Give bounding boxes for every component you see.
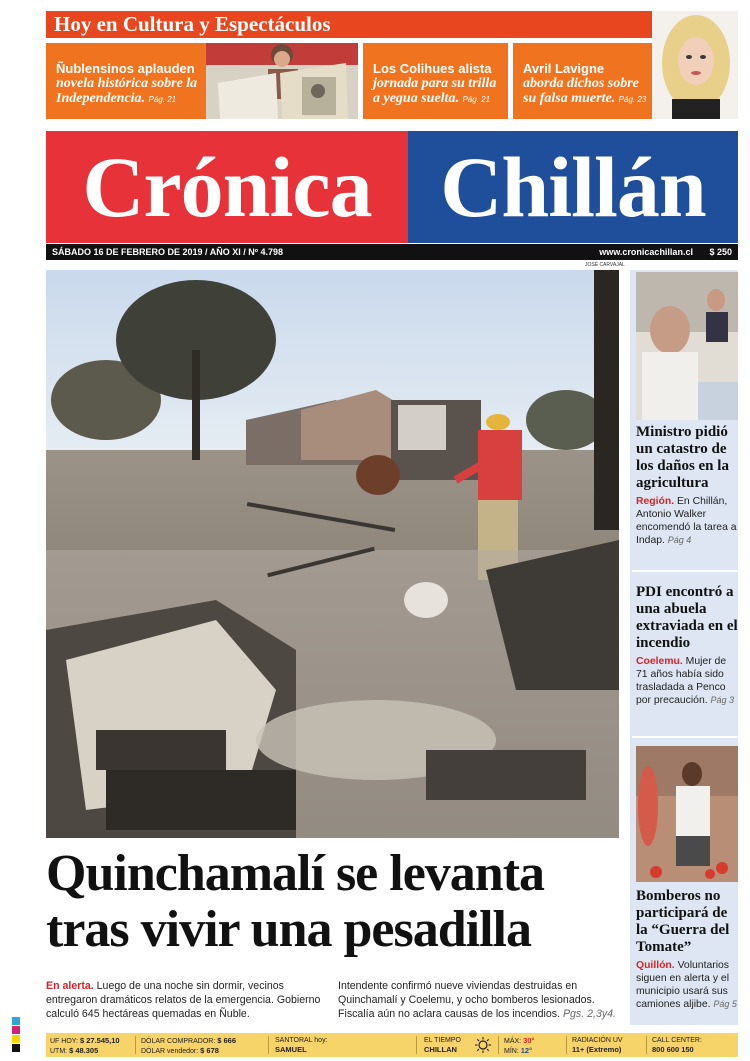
santoral-value: SAMUEL [275, 1045, 307, 1054]
sun-icon [474, 1036, 492, 1056]
story-page: Pág 4 [667, 535, 692, 545]
dolar-buy-value: $ 666 [217, 1036, 237, 1045]
story-text: Voluntarios siguen en alerta y el municipio usará sus camiones aljibe. [636, 960, 729, 1010]
teaser-lead: Ñublensinos aplauden [56, 61, 195, 76]
section-banner[interactable]: Hoy en Cultura y Espectáculos [46, 11, 652, 38]
teaser-novela[interactable] [46, 43, 206, 119]
max-value: 30° [523, 1036, 535, 1045]
call-center[interactable] [652, 1036, 702, 1055]
story-kicker: Coelemu. [636, 656, 683, 667]
tomato-festival-image [636, 746, 738, 882]
teaser-colihues[interactable] [363, 43, 508, 119]
call-value: 800 600 150 [652, 1045, 694, 1054]
tomate-photo[interactable] [636, 746, 738, 882]
call-label: CALL CENTER: [652, 1037, 702, 1044]
teaser-body: novela histórica sobre la Independencia. [56, 76, 198, 106]
footer-divider [498, 1036, 499, 1054]
teaser-page: Pág. 21 [148, 95, 177, 104]
headline-line-1: Quinchamalí se levanta [46, 845, 545, 902]
uf-value: $ 27.545,10 [79, 1036, 120, 1045]
story-page: Pág 5 [713, 999, 737, 1009]
weather-label: EL TIEMPO [424, 1037, 461, 1044]
sidebar-divider [632, 570, 738, 572]
main-headline[interactable] [46, 846, 626, 958]
minister-image [636, 272, 738, 420]
weather [424, 1036, 461, 1055]
avril-photo[interactable] [652, 11, 738, 119]
utm-value: $ 48.305 [69, 1046, 99, 1055]
lede-pages: Pgs. 2,3y4. [562, 1008, 616, 1020]
footer-divider [416, 1036, 417, 1054]
utm-label: UTM: [50, 1048, 68, 1055]
lede-text-1: Luego de una noche sin dormir, vecinos entregaron dramáticos relatos de la emergencia. Gobierno calculó 645 hectáreas quemadas en Ñuble. [46, 980, 321, 1020]
min-label: MÍN: [504, 1048, 519, 1055]
teaser-page: Pág. 21 [462, 95, 491, 104]
website-link[interactable]: www.cronicachillan.cl [599, 247, 693, 257]
lede-col-1 [46, 979, 328, 1021]
story-pdi[interactable] [636, 584, 738, 707]
story-ministro[interactable] [636, 424, 738, 547]
headline-line-2: tras vivir una pesadilla [46, 901, 532, 958]
story-text: En Chillán, Antonio Walker encomendó la tarea a Indap. [636, 496, 737, 546]
sidebar-divider [632, 736, 738, 738]
teaser-lead: Los Colihues alista [373, 61, 492, 76]
info-footer [46, 1033, 738, 1057]
teaser-book-photo[interactable] [206, 43, 358, 119]
dateline-bar [46, 244, 738, 260]
uf-label: UF HOY: [50, 1038, 79, 1045]
story-bomberos[interactable] [636, 888, 738, 1011]
footer-divider [268, 1036, 269, 1054]
footer-divider [566, 1036, 567, 1054]
story-kicker: Quillón. [636, 960, 675, 971]
teaser-body: aborda dichos sobre su falsa muerte. [523, 76, 639, 106]
santoral [275, 1036, 328, 1055]
teaser-page: Pág. 23 [618, 95, 647, 104]
uf-utm [50, 1036, 120, 1056]
story-title: Bomberos no participará de la “Guerra del Tomate” [636, 888, 730, 955]
santoral-label: SANTORAL hoy: [275, 1037, 328, 1044]
uv [572, 1036, 623, 1055]
lede-col-2 [338, 979, 620, 1021]
photo-credit: JOSÉ CARVAJAL [585, 262, 625, 268]
masthead-chillan[interactable]: Chillán [408, 131, 738, 243]
uv-value: 11+ (Extremo) [572, 1045, 622, 1054]
max-label: MÁX: [504, 1038, 522, 1045]
dolar-sell-value: $ 678 [200, 1046, 219, 1055]
fire-aftermath-image [46, 270, 619, 838]
lede-text-2: Intendente confirmó nueve viviendas destruidas en Quinchamalí y Coelemu, y ocho bomberos lesionados. Fiscalía aún no aclara causas de los incendios. [338, 980, 595, 1020]
temperature [504, 1036, 534, 1056]
dolar-sell-label: DÓLAR vendedor: [141, 1048, 199, 1055]
story-title: Ministro pidió un catastro de los daños en la agricultura [636, 424, 729, 491]
teaser-lead: Avril Lavigne [523, 61, 605, 76]
story-body [636, 495, 738, 547]
story-body [636, 655, 738, 707]
story-kicker: Región. [636, 496, 675, 507]
story-title: PDI encontró a una abuela extraviada en el incendio [636, 584, 738, 651]
dolar-buy-label: DÓLAR COMPRADOR: [141, 1038, 216, 1045]
cyan-swatch [12, 1017, 20, 1025]
story-body [636, 959, 738, 1011]
weather-city: CHILLAN [424, 1045, 457, 1054]
dolar [141, 1036, 236, 1056]
teaser-avril[interactable] [513, 43, 658, 119]
black-swatch [12, 1044, 20, 1052]
uv-label: RADIACIÓN UV [572, 1037, 623, 1044]
portrait-image [652, 11, 738, 119]
teaser-body: jornada para su trilla a yegua suelta. [373, 76, 497, 106]
footer-divider [135, 1036, 136, 1054]
story-page: Pág 3 [710, 695, 735, 705]
yellow-swatch [12, 1035, 20, 1043]
masthead-cronica[interactable]: Crónica [46, 131, 408, 243]
story-text: Mujer de 71 años había sido trasladada a Penco por precaución. [636, 656, 727, 706]
issue-date: SÁBADO 16 DE FEBRERO DE 2019 / AÑO XI / Nº 4.798 [52, 247, 284, 257]
minister-photo[interactable] [636, 272, 738, 420]
price: $ 250 [709, 247, 732, 257]
magenta-swatch [12, 1026, 20, 1034]
footer-divider [646, 1036, 647, 1054]
book-image [206, 43, 358, 119]
lede-kicker: En alerta. [46, 980, 94, 992]
main-photo[interactable] [46, 270, 619, 838]
min-value: 12° [520, 1046, 533, 1055]
